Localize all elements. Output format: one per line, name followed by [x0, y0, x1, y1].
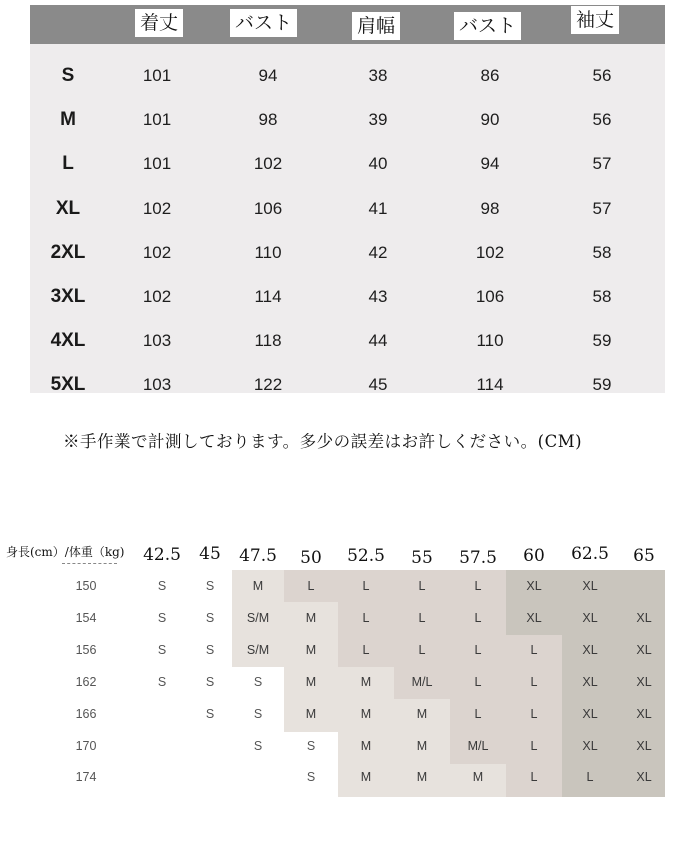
- cell-value: 101: [142, 66, 172, 85]
- recommended-size: L: [530, 707, 538, 721]
- recommended-size: L: [474, 707, 482, 721]
- recommended-size: L: [474, 579, 482, 593]
- recommended-size: S: [253, 739, 263, 753]
- cell-value: 102: [142, 287, 172, 306]
- corner-label-text: 身長(cm）/体重（kg): [6, 545, 125, 559]
- fit-cell: [138, 699, 186, 732]
- recommended-size: M: [360, 675, 372, 689]
- header-sleeve-length: 袖丈: [571, 6, 619, 34]
- cell-value: 56: [592, 66, 612, 85]
- recommended-size: XL: [582, 739, 598, 753]
- size-label-text: 2XL: [50, 241, 86, 263]
- recommended-size: XL: [636, 675, 652, 689]
- recommended-size: L: [530, 643, 538, 657]
- cell-value: 114: [476, 375, 504, 395]
- recommended-size: M: [472, 770, 484, 784]
- recommended-size: S: [205, 579, 215, 593]
- size-label-text: S: [61, 65, 75, 86]
- recommended-size: L: [362, 579, 370, 593]
- recommended-size: S: [205, 707, 215, 721]
- weight-header: 60: [523, 546, 545, 566]
- recommended-size: XL: [526, 611, 542, 625]
- cell-value: 103: [142, 331, 172, 351]
- cell-value: 57: [592, 154, 612, 174]
- weight-header: 52.5: [347, 546, 385, 566]
- recommended-size: M: [360, 739, 372, 753]
- recommended-size: L: [474, 611, 482, 625]
- weight-header: 65: [633, 546, 655, 566]
- recommended-size: XL: [582, 611, 598, 625]
- cell-value: 110: [254, 242, 282, 262]
- cell-value: 86: [480, 66, 500, 85]
- recommended-size: XL: [582, 675, 598, 689]
- recommended-size: L: [530, 739, 538, 753]
- cell-value: 44: [368, 331, 388, 351]
- height-label: 174: [75, 770, 97, 784]
- height-label: 150: [75, 579, 97, 593]
- recommended-size: L: [474, 675, 482, 689]
- cell-value: 122: [253, 375, 283, 395]
- recommended-size: L: [418, 611, 426, 625]
- recommended-size: L: [362, 643, 370, 657]
- recommended-size: S/M: [246, 643, 270, 657]
- cell-value: 118: [254, 331, 282, 351]
- cell-value: 43: [368, 287, 388, 306]
- cell-value: 94: [480, 154, 500, 174]
- corner-label: [6, 543, 124, 560]
- fit-cell: [138, 732, 186, 765]
- cell-value: 110: [476, 331, 504, 351]
- recommended-size: L: [530, 770, 538, 784]
- recommended-size: XL: [636, 643, 652, 657]
- cell-value: 102: [253, 154, 283, 174]
- weight-header: 62.5: [571, 544, 609, 564]
- recommended-size: S: [205, 643, 215, 657]
- recommended-size: S/M: [246, 611, 270, 625]
- weight-header: 42.5: [143, 545, 181, 565]
- recommended-size: M: [305, 675, 317, 689]
- recommended-size: M: [360, 707, 372, 721]
- size-label-text: M: [60, 109, 76, 131]
- recommended-size: S: [157, 579, 167, 593]
- recommended-size: S: [306, 770, 316, 784]
- cell-value: 38: [368, 66, 388, 85]
- recommended-size: S: [157, 675, 167, 689]
- fit-cell: [186, 764, 232, 797]
- cell-value: 45: [368, 375, 388, 395]
- fit-cell: [186, 732, 232, 765]
- recommended-size: L: [530, 675, 538, 689]
- size-label-text: L: [62, 153, 74, 175]
- recommended-size: M: [305, 643, 317, 657]
- cell-value: 56: [592, 110, 612, 130]
- fit-cell: [232, 764, 284, 797]
- recommended-size: L: [586, 770, 594, 784]
- cell-value: 98: [258, 110, 278, 130]
- recommended-size: L: [418, 579, 426, 593]
- cell-value: 98: [480, 198, 500, 218]
- recommended-size: S: [253, 675, 263, 689]
- cell-value: 101: [142, 110, 172, 130]
- cell-value: 102: [475, 242, 505, 262]
- recommended-size: S: [253, 707, 263, 721]
- recommended-size: S: [205, 675, 215, 689]
- size-label-text: 4XL: [50, 330, 86, 352]
- cell-value: 58: [592, 242, 612, 262]
- recommended-size: XL: [636, 770, 652, 784]
- recommended-size: M: [252, 579, 264, 593]
- cell-value: 106: [475, 287, 505, 306]
- cell-value: 114: [254, 287, 282, 306]
- recommended-size: M: [416, 770, 428, 784]
- weight-header: 57.5: [459, 548, 497, 568]
- recommended-size: M/L: [411, 675, 433, 689]
- recommended-size: S: [157, 611, 167, 625]
- height-label: 154: [75, 611, 97, 625]
- header-bust: バスト: [230, 9, 297, 37]
- recommended-size: XL: [636, 707, 652, 721]
- size-label-text: 5XL: [50, 374, 86, 396]
- recommended-size: L: [307, 579, 315, 593]
- recommended-size: S: [306, 739, 316, 753]
- cell-value: 59: [592, 331, 612, 351]
- cell-value: 102: [142, 198, 172, 218]
- weight-header: 47.5: [239, 546, 277, 566]
- height-label: 170: [75, 739, 97, 753]
- height-label: 156: [75, 643, 97, 657]
- cell-value: 41: [368, 198, 388, 218]
- recommended-size: M: [416, 739, 428, 753]
- cell-value: 94: [258, 66, 278, 85]
- recommended-size: M/L: [467, 739, 489, 753]
- cell-value: 106: [253, 198, 283, 218]
- recommended-size: XL: [636, 739, 652, 753]
- cell-value: 39: [368, 110, 388, 130]
- height-label: 162: [75, 675, 97, 689]
- measurement-note: ※手作業で計測しております。多少の誤差はお許しください。(CM): [63, 432, 583, 451]
- cell-value: 57: [592, 198, 612, 218]
- cell-value: 103: [142, 375, 172, 395]
- recommended-size: XL: [582, 579, 598, 593]
- height-label: 166: [75, 707, 97, 721]
- weight-header: 50: [300, 548, 322, 568]
- header-length: 着丈: [135, 9, 183, 37]
- fit-cell: [138, 764, 186, 797]
- recommended-size: M: [416, 707, 428, 721]
- cell-value: 90: [480, 110, 500, 130]
- recommended-size: L: [362, 611, 370, 625]
- cell-value: 102: [142, 242, 172, 262]
- recommended-size: M: [305, 611, 317, 625]
- recommended-size: XL: [526, 579, 542, 593]
- recommended-size: S: [157, 643, 167, 657]
- size-label-text: 3XL: [50, 286, 86, 307]
- fit-cell: [617, 570, 665, 603]
- recommended-size: L: [474, 643, 482, 657]
- recommended-size: S: [205, 611, 215, 625]
- cell-value: 59: [592, 375, 612, 395]
- weight-header: 45: [199, 544, 221, 564]
- weight-header: 55: [411, 548, 433, 568]
- recommended-size: XL: [636, 611, 652, 625]
- cell-value: 101: [142, 154, 172, 174]
- recommended-size: L: [418, 643, 426, 657]
- cell-value: 40: [368, 154, 388, 174]
- recommended-size: XL: [582, 707, 598, 721]
- recommended-size: M: [305, 707, 317, 721]
- recommended-size: XL: [582, 643, 598, 657]
- recommended-size: M: [360, 770, 372, 784]
- header-bust-2: バスト: [454, 12, 521, 40]
- cell-value: 42: [368, 242, 388, 262]
- header-shoulder-width: 肩幅: [352, 12, 400, 40]
- underline-decoration: [62, 563, 117, 564]
- size-label-text: XL: [55, 197, 81, 219]
- cell-value: 58: [592, 287, 612, 306]
